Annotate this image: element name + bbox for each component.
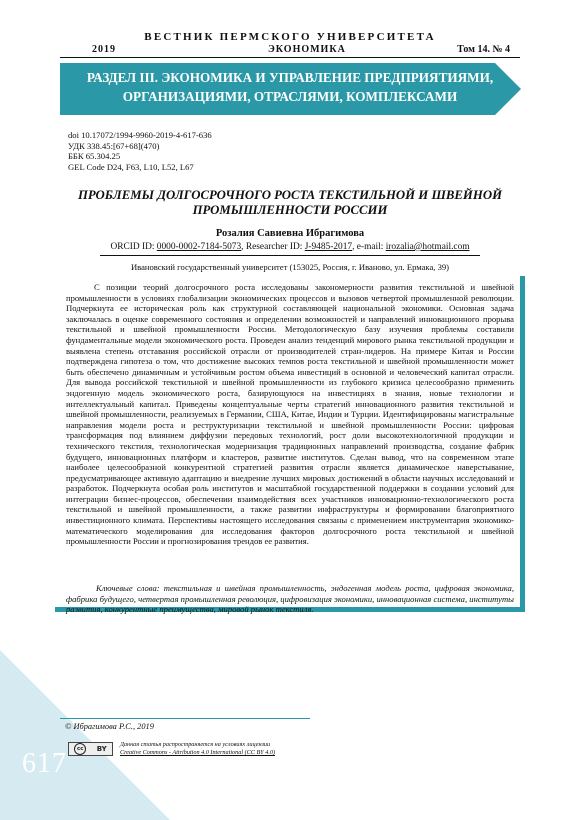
- email-link[interactable]: irozalia@hotmail.com: [385, 242, 470, 252]
- gel-code: GEL Code D24, F63, L10, L52, L67: [68, 161, 194, 172]
- section-banner-text: [66, 68, 514, 106]
- page-number: 617: [22, 748, 67, 779]
- corner-decoration: [0, 650, 170, 820]
- section-banner-line1: РАЗДЕЛ III. ЭКОНОМИКА И УПРАВЛЕНИЕ ПРЕДПРИЯТИЯМИ,: [86, 70, 494, 85]
- doi: doi 10.17072/1994-9960-2019-4-617-636: [68, 130, 212, 140]
- abstract-text: С позиции теорий долгосрочного роста исследованы закономерности развития текстильной и швейной промышленности в условиях глобализации экономических процессов и вызовов четвертой промышленной революции. Подчеркнута ее историческая роль как структурной составляющей национальной экономики. Основная задача заключалась в оценке современного состояния и определении возможностей и направлений инновационного прорыва текстильной и швейной промышленности России. Методологическую базу изучения проблемы составили фундаментальные модели экономического роста. Проведен анализ тенденций мирового рынка текстильной продукции и выявлена степень отставания российской отрасли от производителей стран-лидеров. На примере Китая и России подтверждена гипотеза о том, что достижение высоких темпов роста текстильной и швейной промышленности может быть обеспечено динамичным и устойчивым ростом объема инвестиций в основной и человеческий капитал отрасли. Для вывода российской текстильной и швейной промышленности из глубокого кризиса целесообразно применить эндогенную модель экономического роста, базирующуюся на инвестициях в знания, новые технологии и интеллектуальный капитал. Приведены концептуальные черты стратегий инновационного развития текстильной и швейной промышленности, реализуемых в Германии, США, Китае, Индии и Турции. Идентифицированы магистральные направления модели роста и реструктуризации текстильной и швейной промышленности России: цифровая трансформация под влиянием диффузии передовых технологий, рост доли высокотехнологичной продукции и технического текстиля, технологическая модернизация традиционных направлений производства, создание фабрик будущего, инновационных платформ и кластеров, развитие институтов. Сделан вывод, что на современном этапе наиболее целесообразной конкурентной стратегией развития отрасли является динамическое наверстывание, предусматривающее активную адаптацию и внедрение лучших мировых достижений в области научных исследований и разработок. Подчеркнута особая роль институтов и масштабной государственной поддержки в создании условий для интеграции бизнес-процессов, обеспечении взаимодействия всех участников инновационно-технологического роста текстильной и швейной промышленности, а также развитии инфраструктуры и формировании благоприятного инвестиционного климата. Перспективы настоящего исследования связаны с применением инструментария экономико-математического моделирования для исследования факторов долгосрочного роста текстильной и швейной промышленности России и прогнозирования трендов ее развития.: [66, 282, 514, 547]
- header-divider: [60, 57, 520, 58]
- journal-title: ВЕСТНИК ПЕРМСКОГО УНИВЕРСИТЕТА: [144, 31, 436, 43]
- bbk: ББК 65.304.25: [68, 151, 121, 162]
- author-ids: [60, 242, 520, 252]
- udk: УДК 338.45:[67+68](470): [68, 140, 160, 151]
- by-icon: BY: [96, 745, 107, 753]
- article-meta: [68, 130, 212, 172]
- header-series: ЭКОНОМИКА: [268, 44, 346, 55]
- license-link[interactable]: Creative Commons - Attribution 4.0 International (CC BY 4.0): [120, 749, 276, 756]
- header-year: 2019: [92, 44, 116, 55]
- orcid-label: ORCID ID:: [110, 242, 157, 252]
- cc-icon: cc: [74, 743, 86, 755]
- cc-by-license-icon[interactable]: [68, 742, 113, 756]
- article-title: [60, 188, 520, 218]
- affiliation: Ивановский государственный университет (153025, Россия, г. Иваново, ул. Ермака, 39): [130, 262, 450, 272]
- email-label: , e-mail:: [352, 242, 386, 252]
- footer-divider: [60, 718, 310, 719]
- researcher-label: , Researcher ID:: [241, 242, 305, 252]
- author-name: Розалия Савиевна Ибрагимова: [215, 228, 365, 239]
- section-banner-line2: ОРГАНИЗАЦИЯМИ, ОТРАСЛЯМИ, КОМПЛЕКСАМИ: [122, 89, 458, 104]
- orcid-link[interactable]: 0000-0002-7184-5073: [156, 242, 242, 252]
- researcher-id-link[interactable]: J-9485-2017: [304, 242, 353, 252]
- article-title-line2: ПРОМЫШЛЕННОСТИ РОССИИ: [192, 203, 388, 217]
- header-volume: Том 14. № 4: [457, 44, 510, 55]
- author-divider: [100, 255, 480, 256]
- copyright: © Ибрагимова Р.С., 2019: [65, 722, 154, 731]
- keywords-text: Ключевые слова: текстильная и швейная промышленность, эндогенная модель роста, цифровая экономика, фабрика будущего, четвертая промышленная революция, цифровизация экономики, инновационная система, институты развития, конкурентные преимущества, мировой рынок текстиля.: [66, 583, 514, 615]
- license-text: [120, 741, 275, 757]
- license-line1: Данная статья распространяется на условиях лицензии: [120, 741, 271, 748]
- article-title-line1: ПРОБЛЕМЫ ДОЛГОСРОЧНОГО РОСТА ТЕКСТИЛЬНОЙ И ШВЕЙНОЙ: [77, 188, 503, 202]
